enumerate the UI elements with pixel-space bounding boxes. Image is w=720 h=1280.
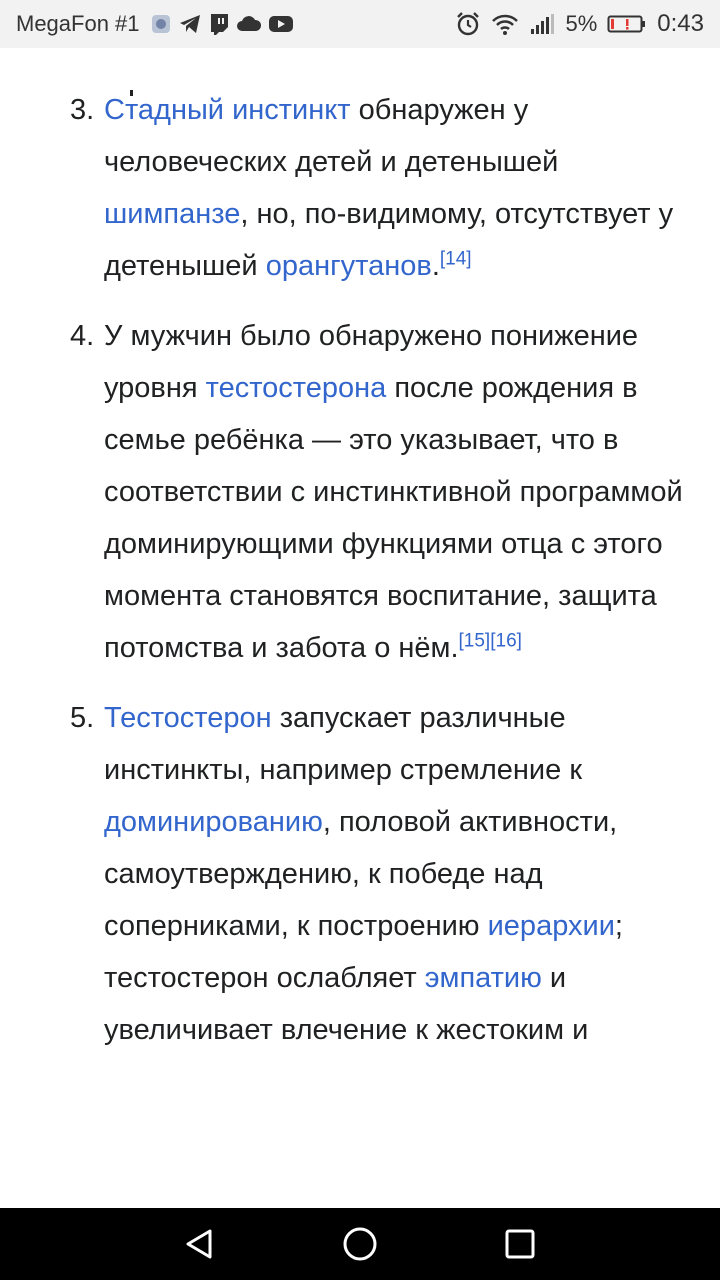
recents-square-icon xyxy=(503,1227,537,1261)
cloud-icon xyxy=(236,14,262,34)
link-testosterone[interactable]: тестостерона xyxy=(205,372,387,404)
link-herd-instinct[interactable]: Стадный инстинкт xyxy=(104,94,351,126)
link-dominance[interactable]: доминированию xyxy=(104,806,323,838)
home-button[interactable] xyxy=(342,1226,378,1262)
list-text: обнаружен у человеческих детей и детенышей xyxy=(104,94,559,178)
status-right xyxy=(455,0,704,48)
list-text: , но, по-видимому, отсутствует у детенышей xyxy=(104,198,674,282)
recents-button[interactable] xyxy=(502,1226,538,1262)
battery-percent: 5% xyxy=(565,11,598,36)
signal-icon xyxy=(529,13,555,35)
wifi-icon xyxy=(491,12,519,36)
list-text: и увеличивает влечение к жестоким и xyxy=(104,962,589,1046)
home-circle-icon xyxy=(342,1226,378,1262)
twitch-icon xyxy=(208,12,230,36)
article-content xyxy=(0,48,720,1208)
list-item xyxy=(0,692,720,1056)
telegram-icon xyxy=(178,13,202,35)
article-list xyxy=(0,84,720,1056)
status-bar xyxy=(0,0,720,48)
reference-sup xyxy=(440,248,472,269)
list-item xyxy=(0,84,720,292)
reference-15[interactable]: [15] xyxy=(458,630,491,652)
list-text: У мужчин было обнаружено понижение уровня xyxy=(104,320,639,404)
battery-low-icon xyxy=(607,13,647,35)
list-number: 4. xyxy=(70,320,95,352)
reference-16[interactable]: [16] xyxy=(490,630,522,652)
status-left xyxy=(16,0,294,48)
back-button[interactable] xyxy=(182,1226,218,1262)
link-hierarchy[interactable]: иерархии xyxy=(487,910,615,942)
list-text: , половой активности, самоутверждению, к победе над соперниками, к построению xyxy=(104,806,618,942)
link-empathy[interactable]: эмпатию xyxy=(424,962,542,994)
list-number: 3. xyxy=(70,94,95,126)
back-triangle-icon xyxy=(183,1227,217,1261)
youtube-icon xyxy=(268,14,294,34)
reference-sup xyxy=(459,630,522,651)
list-number: 5. xyxy=(70,702,95,734)
list-text: ; тестостерон ослабляет xyxy=(104,910,623,994)
reference-14[interactable]: [14] xyxy=(439,248,472,270)
navigation-bar xyxy=(0,1208,720,1280)
link-chimpanzee[interactable]: шимпанзе xyxy=(104,198,241,230)
list-text: запускает различные инстинкты, например стремление к xyxy=(104,702,583,786)
clock: 0:43 xyxy=(657,10,704,37)
list-text: после рождения в семье ребёнка — это указывает, что в соответствии с инстинктивной программой доминирующими функциями отца с этого момента становятся воспитание, защита потомства и забота о нём. xyxy=(104,372,683,664)
link-testosterone-2[interactable]: Тестостерон xyxy=(104,702,272,734)
list-item xyxy=(0,310,720,674)
link-orangutans[interactable]: орангутанов xyxy=(265,250,432,282)
alarm-icon xyxy=(455,11,481,37)
carrier-name: MegaFon #1 xyxy=(16,11,140,36)
list-text: . xyxy=(431,250,440,282)
vk-sticker-icon xyxy=(150,13,172,35)
